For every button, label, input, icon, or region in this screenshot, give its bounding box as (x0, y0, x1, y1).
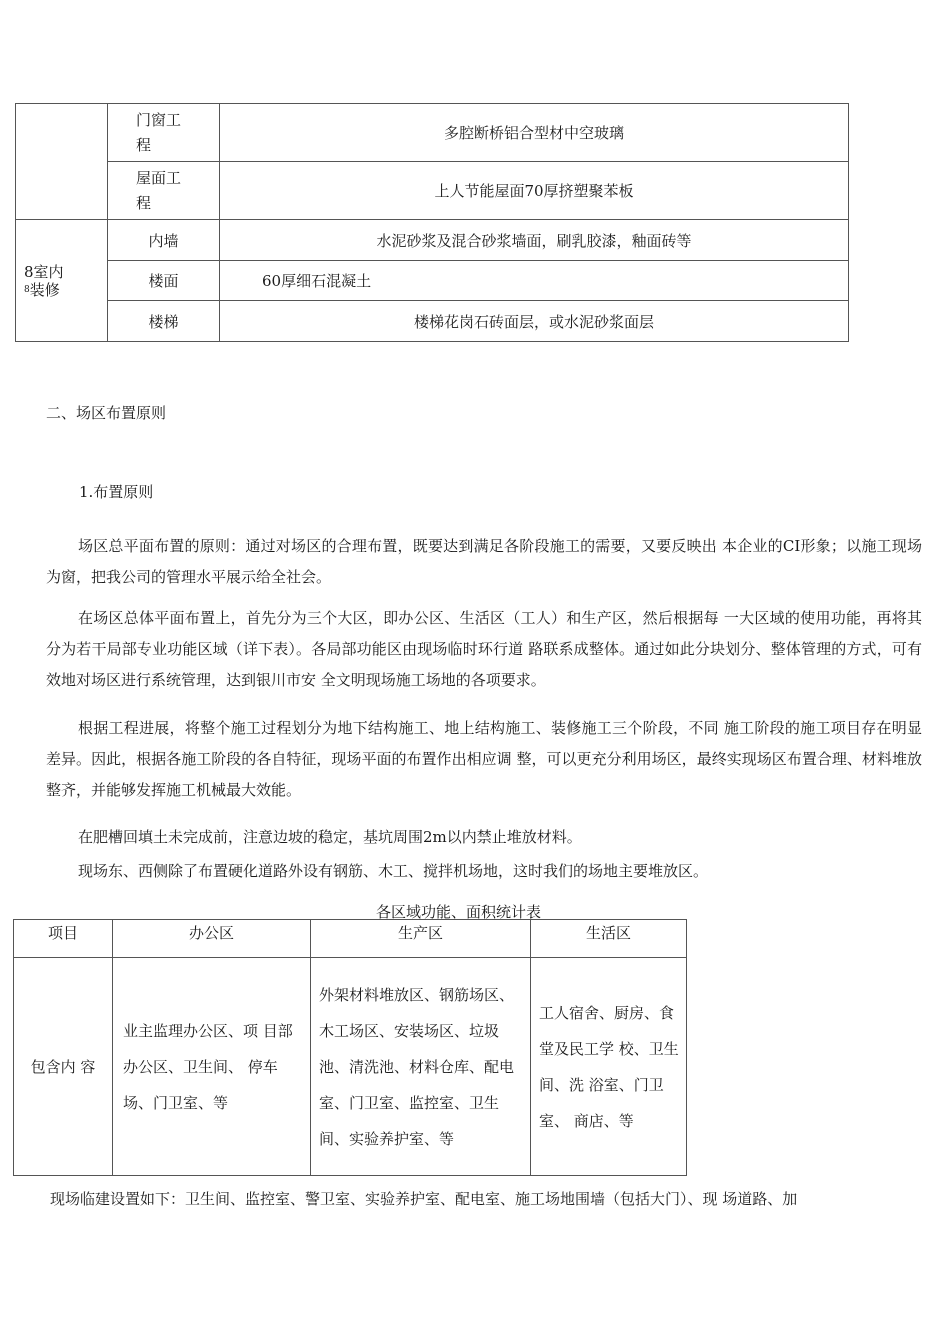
item-label: 程 (136, 193, 152, 212)
subheading: 1.布置原则 (79, 483, 154, 501)
category-cell (16, 220, 108, 342)
desc-cell: 多腔断桥铝合型材中空玻璃 (220, 104, 849, 162)
table-row (16, 104, 849, 162)
item-label: 程 (136, 135, 152, 154)
category-cell-empty (16, 104, 108, 220)
header-cell: 项目 (14, 920, 113, 958)
table-header-row (14, 920, 687, 958)
category-superscript: 8 (24, 284, 30, 295)
desc-cell: 楼梯花岗石砖面层，或水泥砂浆面层 (220, 301, 849, 342)
table-row (16, 261, 849, 301)
item-label: 门窗工 (136, 110, 182, 129)
paragraph: 根据工程进展，将整个施工过程划分为地下结构施工、地上结构施工、装修施工三个阶段，不同 施工阶段的施工项目存在明显差异。因此，根据各施工阶段的各自特征，现场平面的布置作出相应调 整，可以更充分利用场区，最终实现场区布置合理、材料堆放整齐，并能够发挥施工机械最大效能。 (46, 719, 922, 799)
production-cell: 外架材料堆放区、钢筋场区、木工场区、安装场区、垃圾池、清洗池、材料仓库、配电室、门卫室、监控室、卫生间、实验养护室、等 (311, 958, 531, 1176)
row-label-cell: 包含内 容 (14, 958, 113, 1176)
desc-cell: 水泥砂浆及混合砂浆墙面，刷乳胶漆，釉面砖等 (220, 220, 849, 261)
item-cell (108, 162, 220, 220)
table-caption: 各区域功能、面积统计表 (376, 903, 542, 921)
table-row (16, 301, 849, 342)
header-cell: 办公区 (113, 920, 311, 958)
footer-line: 现场临建设置如下：卫生间、监控室、警卫室、实验养护室、配电室、施工场地围墙（包括大门）、现 场道路、加 (50, 1190, 798, 1208)
spec-table (15, 103, 849, 342)
item-cell: 楼梯 (108, 301, 220, 342)
desc-cell: 上人节能屋面70厚挤塑聚苯板 (220, 162, 849, 220)
table-row (16, 220, 849, 261)
header-cell: 生活区 (531, 920, 687, 958)
living-cell: 工人宿舍、厨房、食堂及民工学 校、卫生间、洗 浴室、门卫室、 商店、等 (531, 958, 687, 1176)
item-cell: 内墙 (108, 220, 220, 261)
paragraph: 在场区总体平面布置上，首先分为三个大区，即办公区、生活区（工人）和生产区，然后根据每 一大区域的使用功能，再将其分为若干局部专业功能区域（详下表）。各局部功能区由现场临时环行道 路联系成整体。通过如此分块划分、整体管理的方式，可有效地对场区进行系统管理，达到银川市安 全文明现场施工场地的各项要求。 (46, 609, 922, 689)
item-cell: 楼面 (108, 261, 220, 301)
category-label: 8室内 (24, 262, 64, 281)
desc-cell: 60厚细石混凝土 (220, 261, 849, 301)
zone-table (13, 919, 687, 1176)
paragraph: 场区总平面布置的原则：通过对场区的合理布置，既要达到满足各阶段施工的需要，又要反映出 本企业的CI形象；以施工现场为窗，把我公司的管理水平展示给全社会。 (46, 537, 922, 586)
paragraph: 在肥槽回填土未完成前，注意边坡的稳定，基坑周围2m以内禁止堆放材料。 (78, 828, 582, 846)
office-cell: 业主监理办公区、项 目部办公区、卫生间、 停车场、门卫室、等 (113, 958, 311, 1176)
item-label: 屋面工 (136, 168, 182, 187)
header-cell: 生产区 (311, 920, 531, 958)
section-heading: 二、场区布置原则 (46, 404, 167, 422)
paragraph: 现场东、西侧除了布置硬化道路外设有钢筋、木工、搅拌机场地，这时我们的场地主要堆放区。 (78, 862, 709, 880)
table-row (16, 162, 849, 220)
table-row (14, 958, 687, 1176)
category-label: 装修 (29, 280, 60, 299)
item-cell (108, 104, 220, 162)
